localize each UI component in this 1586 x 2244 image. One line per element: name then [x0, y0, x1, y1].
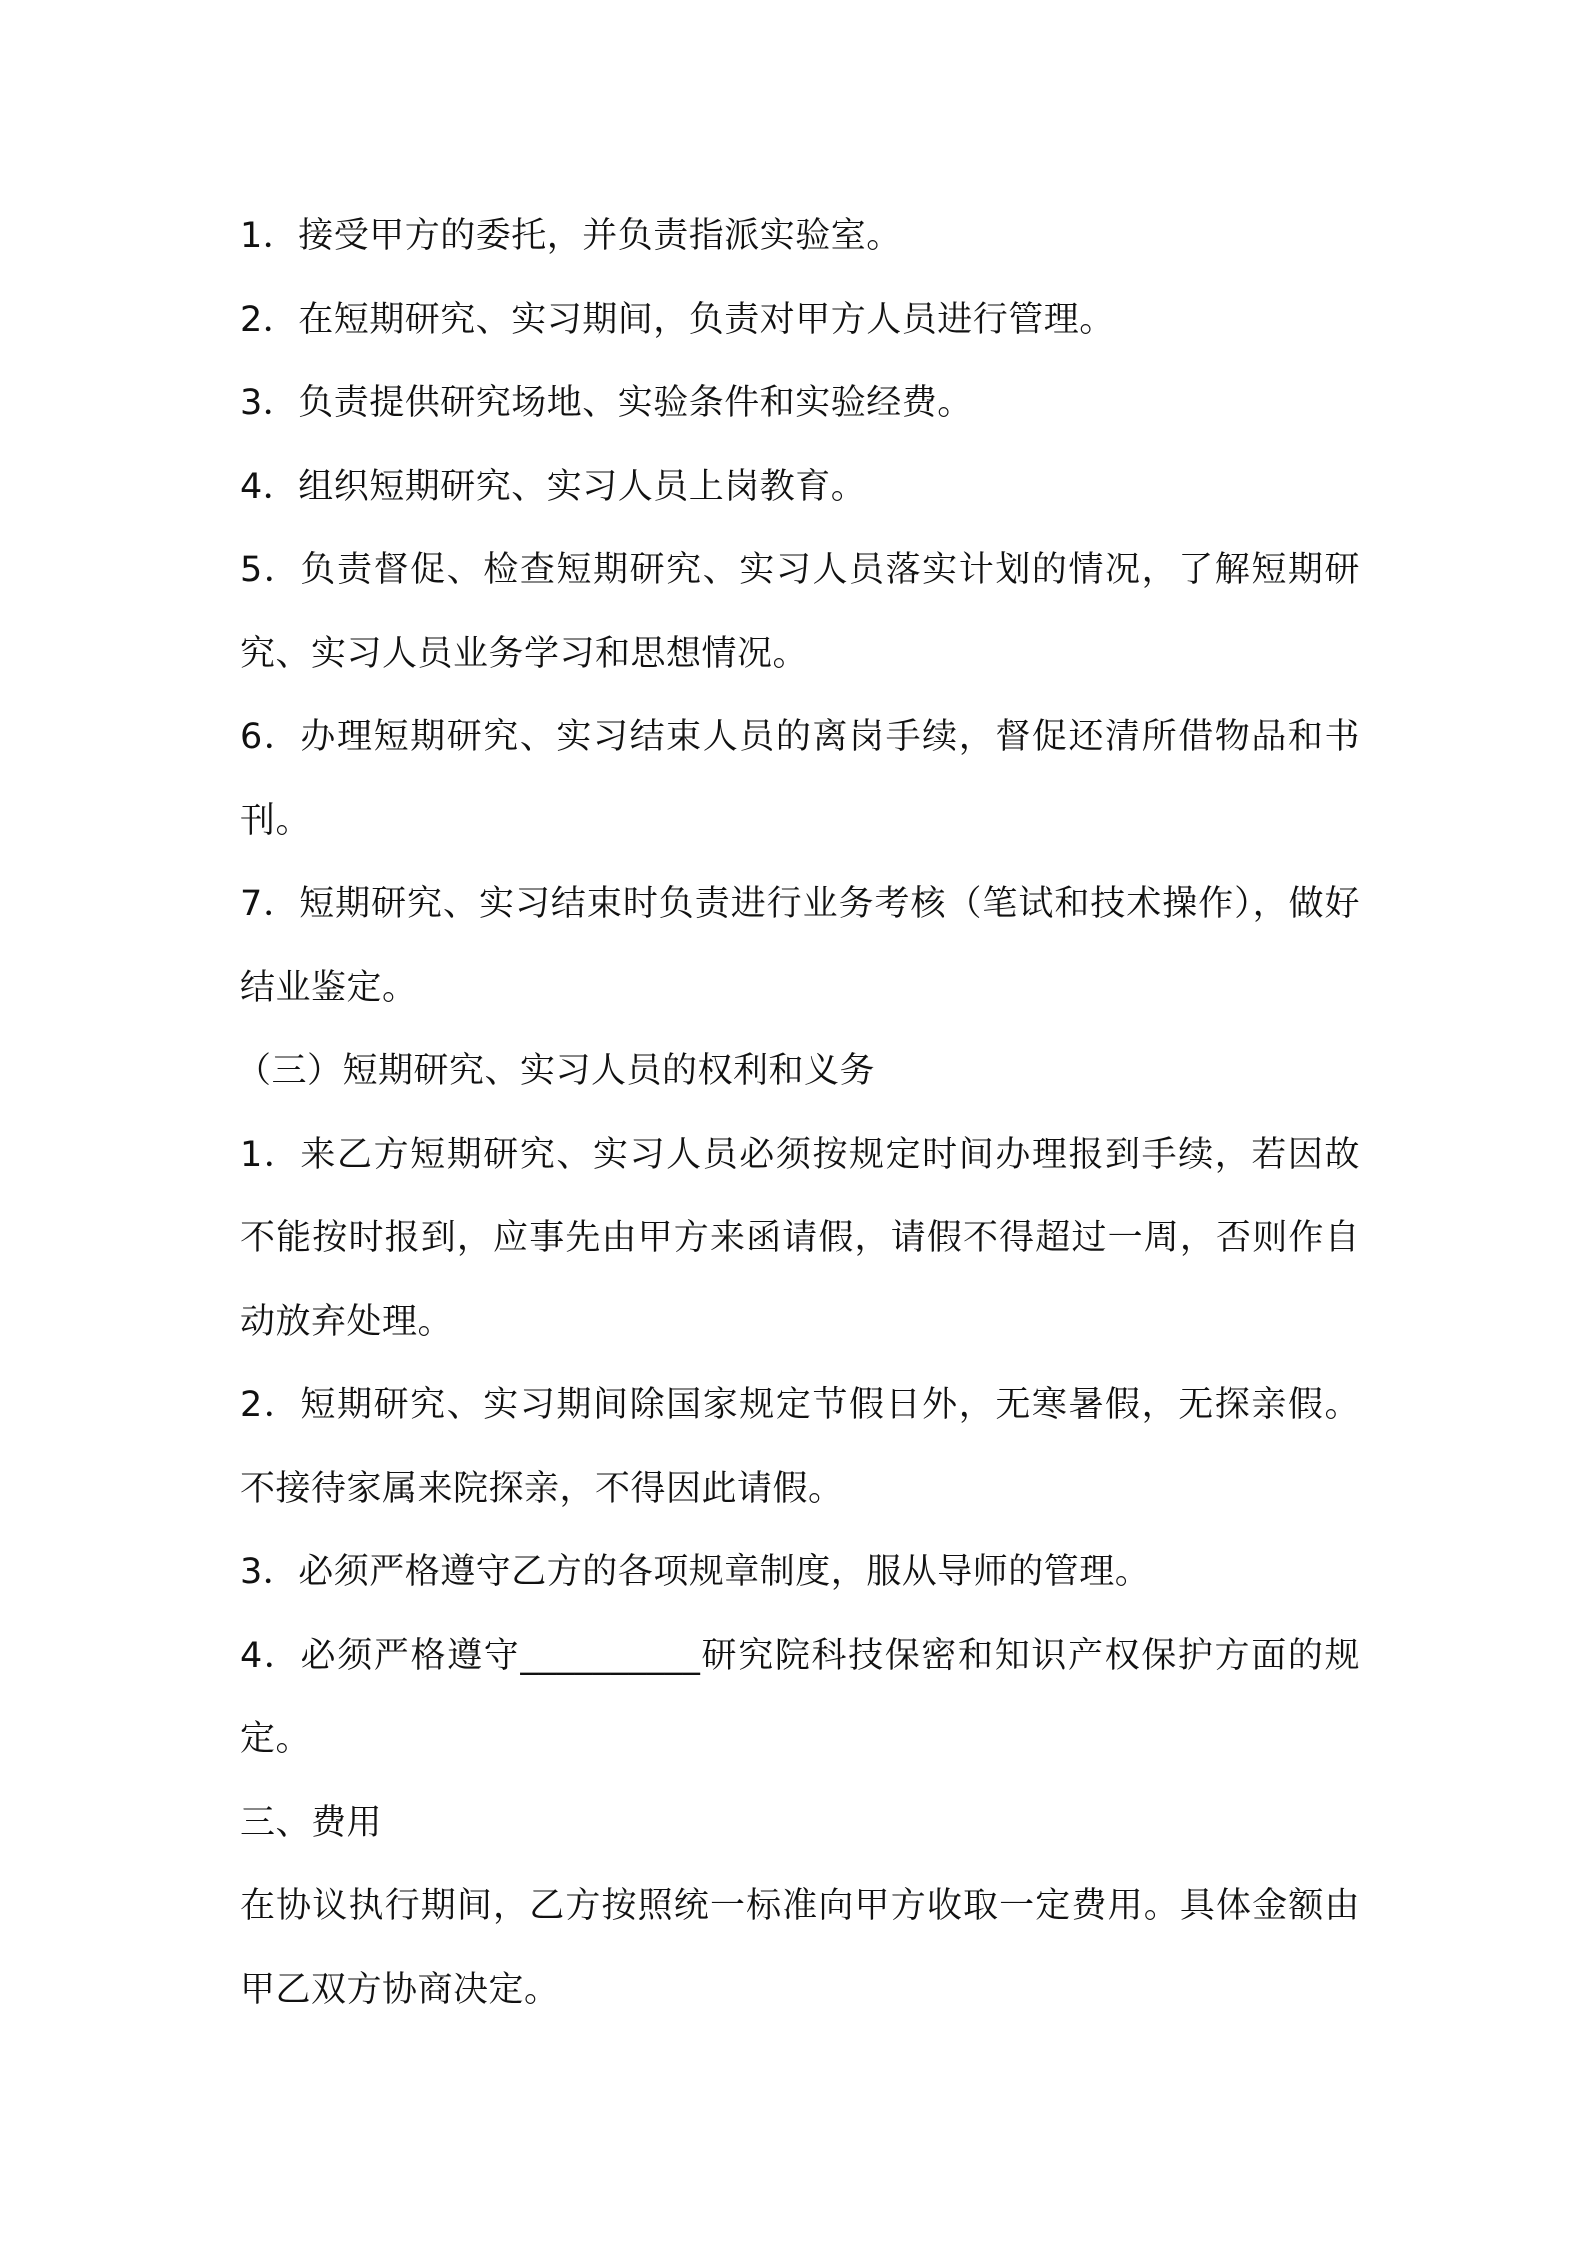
paragraph-duty-5: 5．负责督促、检查短期研究、实习人员落实计划的情况，了解短期研究、实习人员业务学习和思想情况。	[240, 550, 1360, 674]
paragraph-duty-2: 2．在短期研究、实习期间，负责对甲方人员进行管理。	[240, 299, 1115, 340]
paragraph-duty-7: 7．短期研究、实习结束时负责进行业务考核（笔试和技术操作），做好结业鉴定。	[240, 884, 1360, 1008]
section-heading-rights-obligations: （三）短期研究、实习人员的权利和义务	[236, 1051, 876, 1091]
paragraph-duty-3: 3．负责提供研究场地、实验条件和实验经费。	[240, 383, 973, 423]
paragraph-duty-1: 1．接受甲方的委托，并负责指派实验室。	[240, 216, 902, 256]
paragraph-obligation-1: 1．来乙方短期研究、实习人员必须按规定时间办理报到手续，若因故不能按时报到，应事先由甲方来函请假，请假不得超过一周，否则作自动放弃处理。	[240, 1134, 1360, 1342]
paragraph-obligation-4: 4．必须严格遵守__________研究院科技保密和知识产权保护方面的规定。	[240, 1635, 1360, 1759]
paragraph-obligation-3: 3．必须严格遵守乙方的各项规章制度，服从导师的管理。	[240, 1552, 1151, 1592]
document-body	[236, 195, 1360, 2032]
paragraph-duty-4: 4．组织短期研究、实习人员上岗教育。	[240, 466, 867, 507]
paragraph-duty-6: 6．办理短期研究、实习结束人员的离岗手续，督促还清所借物品和书刊。	[240, 717, 1360, 841]
paragraph-obligation-2: 2．短期研究、实习期间除国家规定节假日外，无寒暑假，无探亲假。不接待家属来院探亲，不得因此请假。	[240, 1385, 1360, 1509]
section-heading-fees: 三、费用	[240, 1802, 383, 1843]
paragraph-fees: 在协议执行期间，乙方按照统一标准向甲方收取一定费用。具体金额由甲乙双方协商决定。	[240, 1886, 1360, 2010]
